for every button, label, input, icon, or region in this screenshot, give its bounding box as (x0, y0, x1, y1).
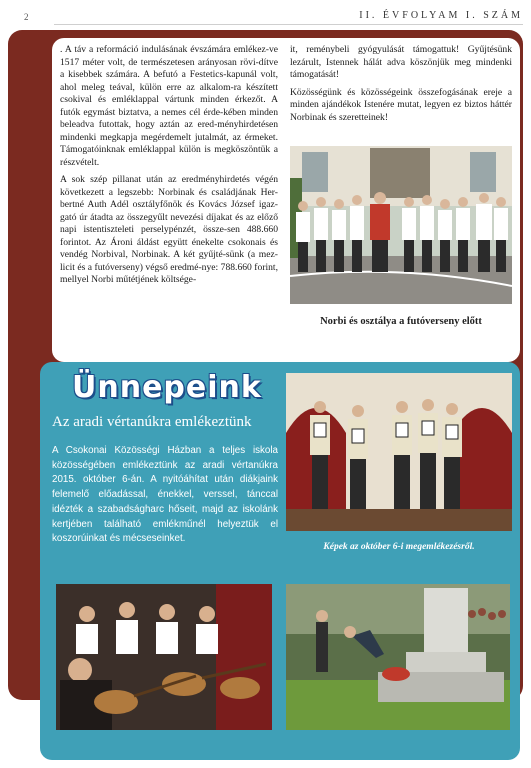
article-paragraph: Közösségünk és közösségeink összefogásának ereje a minden ajándékok Istenére mutat, legyen ez biztos háttér Norbinak és szeretteinek! (290, 86, 512, 123)
article-paragraph: it, reménybeli gyógyulását támogattuk! Gyűjtésünk lezárult, Istennek hálát adva köszönjük meg mindenki támogatását! (290, 44, 512, 80)
photo-caption: Norbi és osztálya a futóverseny előtt (320, 316, 482, 327)
article-right-column (290, 44, 512, 129)
class-group-photo (290, 146, 512, 304)
article-title: Az aradi vértanúkra emlékeztünk (52, 414, 252, 430)
guitar-performers-photo (56, 584, 272, 730)
publication-header: II. ÉVFOLYAM I. SZÁM (359, 10, 523, 21)
header-rule (54, 24, 523, 25)
stage-performance-photo (286, 373, 512, 531)
photo-caption: Képek az október 6-i megemlékezésről. (323, 542, 475, 552)
section-banner: Ünnepeink (72, 370, 262, 405)
page-number: 2 (24, 12, 30, 22)
article-paragraph: . A táv a reformáció indulásának évszámára emlékez-ve 1517 méter volt, de természetesen arányosan rövi-dítve a kisebbek számára. A befutó a Festetics-kapunál volt, ahol meleg teával, külön erre az alkalom-ra készített csokival és emléklappal vártunk minden érkezőt. A futók egymást biztatva, a nemes cél érde-kében minden beleadva futottak, hogy aztán az ered-ményhirdetésen mindenki megkapja megérdemelt jutalmát, az érmeket. Támogatóinknak emléklappal külön is megköszöntük a részvételt. (60, 44, 278, 168)
article-paragraph: A sok szép pillanat után az eredményhirdetés végén következett a legszebb: Norbinak és családjának Her-bertné Auth Adél osztályfőnök és Kovács József igaz-gató úr átadta az összegyűlt nevezési díjakat és az előző napi istentiszteleti perselypénzét, össze-sen 488.660 forintot. Az Ároni áldást együtt énekelte csokonais és vendég Norbival, Norbinak. A két gyűjté-sünk (a mez-licit és a futóverseny) végső eredmé-nye: 788.660 forint, mellyel Norbi műtétjének költsége- (60, 174, 278, 285)
memorial-wreath-photo (286, 584, 510, 730)
article-left-column (60, 44, 278, 292)
article-body: A Csokonai Közösségi Házban a teljes iskola közösségében emlékeztünk az aradi vértanúkra 2015. október 6-án. A nyitóáhítat után diákjaink felemelő előadással, énekkel, verssel, tánccal idézték a szabadságharc hőseit, majd az iskolánk kertjében található emlékműnél helyeztük el koszorúinkat és mécseseinket. (52, 445, 278, 545)
